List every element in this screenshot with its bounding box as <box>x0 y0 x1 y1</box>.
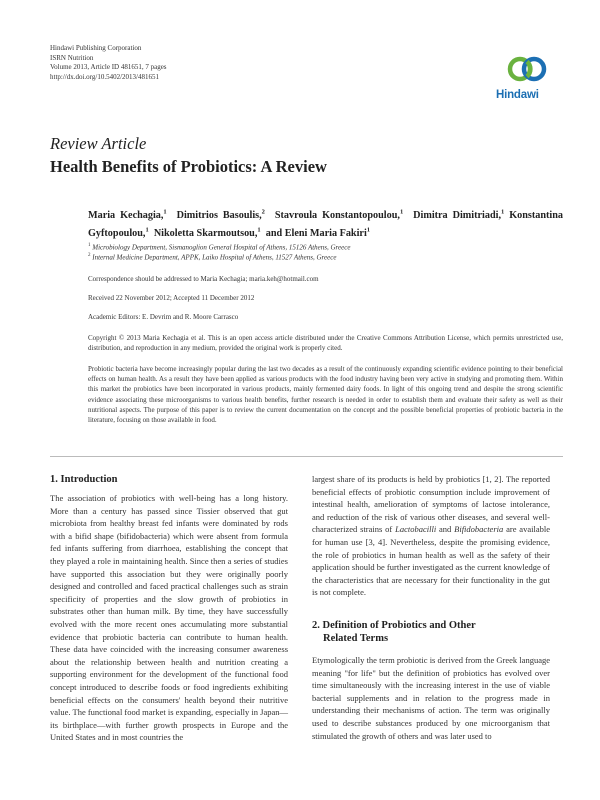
hindawi-logo-text: Hindawi <box>496 89 539 101</box>
journal-name: ISRN Nutrition <box>50 53 94 62</box>
body-column-right <box>312 473 550 599</box>
author: Konstantina Gyftopoulou,$^1$ <box>88 210 564 239</box>
article-type: Review Article <box>50 134 147 153</box>
academic-editors: Academic Editors: E. Devrim and R. Moore Carrasco <box>88 313 239 321</box>
author-list <box>88 206 563 241</box>
affiliation: $^1$ Microbiology Department, Sismanoglion General Hospital of Athens, 15126 Athens, Greece <box>88 243 351 252</box>
affiliation: $^2$ Internal Medicine Department, APPK, Laiko Hospital of Athens, 11527 Athens, Greece <box>88 253 337 262</box>
abstract: Probiotic bacteria have become increasingly popular during the last two decades as a result of the continuously expanding scientific evidence pointing to their beneficial effects on human health. As a result they have been applied as various products with the food industry having been very active in studying and promoting them. Within this market the probiotics have been incorporated in various products, mainly fermented dairy foods. In light of this ongoing trend and despite the strong scientific evidence associating these microorganisms to various health benefits, further research is needed in order to establish them and evaluate their safety as well as their nutritional aspects. The purpose of this paper is to review the current documentation on the concept and the possible beneficial properties of probiotic bacteria in the literature, focusing on those available in food. <box>88 365 563 425</box>
publication-info <box>50 44 167 82</box>
divider <box>50 456 563 457</box>
received-accepted-dates: Received 22 November 2012; Accepted 11 December 2012 <box>88 294 255 302</box>
copyright-notice: Copyright © 2013 Maria Kechagia et al. This is an open access article distributed under the Creative Commons Attribution License, which permits unrestricted use, distribution, and reproduction in any medium, provided the original work is properly cited. <box>88 334 563 352</box>
publisher-name: Hindawi Publishing Corporation <box>50 44 142 52</box>
author: Stavroula Konstantopoulou,$^1$ <box>274 209 404 222</box>
paragraph: largest share of its products is held by probiotics [1, 2]. The reported beneficial effects of probiotic consumption include improvement of intestinal health, amelioration of symptoms of lactose intolerance, and reduction of the risk of various other diseases, and several well-characterized strains of Lactobacilli and Bifidobacteria are available for human use [3, 4]. Nevertheless, despite the promising evidence, the role of probiotics in human health as well as the safety of their application should be further investigated as the current knowledge of the characteristics that are necessary for their functionality in the gut is not complete. <box>312 474 550 598</box>
body-column-left <box>50 492 288 744</box>
author: Dimitra Dimitriadi,$^1$ <box>413 209 505 222</box>
paragraph: The association of probiotics with well-being has a long history. More than a century has passed since Tissier observed that gut microbiota from healthy breast fed infants were dominated by rods with a bifid shape (bifidobacteria) which were absent from formula fed infants suffering from diarrhoea, establishing the concept that they played a role in maintaining health. Since then a series of studies have supported this association but they were originally poorly designed and controlled and faced practical challenges such as strain specificity of properties and the slow growth of probiotics in substrates other than human milk. By time, they have successfully evolved with the more recent ones accumulating more substantial evidence that probiotic bacteria can contribute to human health. These data have coincided with the increasing consumer awareness about the relationship between health and nutrition creating a supporting environment for the development of the functional food concept introduced to describe foods or food ingredients exhibiting beneficial effects on the consumers' health beyond their nutritive value. The functional food market is expanding, especially in Japan—its birthplace—with further growth prospects in Europe and the United States and in most countries the <box>50 493 289 743</box>
volume-info: Volume 2013, Article ID 481651, 7 pages <box>50 63 167 71</box>
article-title: Health Benefits of Probiotics: A Review <box>50 157 327 176</box>
author: Nikoletta Skarmoutsou,$^1$ <box>153 226 261 239</box>
doi-link[interactable]: http://dx.doi.org/10.5402/2013/481651 <box>50 72 159 81</box>
body-column-right-section2 <box>312 654 550 742</box>
author: and Eleni Maria Fakiri$^1$ <box>265 226 371 239</box>
author: Maria Kechagia,$^1$ <box>88 209 167 222</box>
section-heading-introduction: 1. Introduction <box>50 474 118 485</box>
correspondence: Correspondence should be addressed to Maria Kechagia; maria.keh@hotmail.com <box>88 275 319 283</box>
paragraph: Etymologically the term probiotic is derived from the Greek language meaning "for life" but the definition of probiotics has evolved over time simultaneously with the increasing interest in the use of viable bacterial supplements and in relation to the progress made in understanding their mechanisms of action. The term was originally used to describe substances produced by one microorganism that stimulated the growth of others and was later used to <box>312 655 550 741</box>
author: Dimitrios Basoulis,$^2$ <box>176 209 265 222</box>
section-heading-definition: 2. Definition of Probiotics and Other Related Terms <box>312 620 476 644</box>
